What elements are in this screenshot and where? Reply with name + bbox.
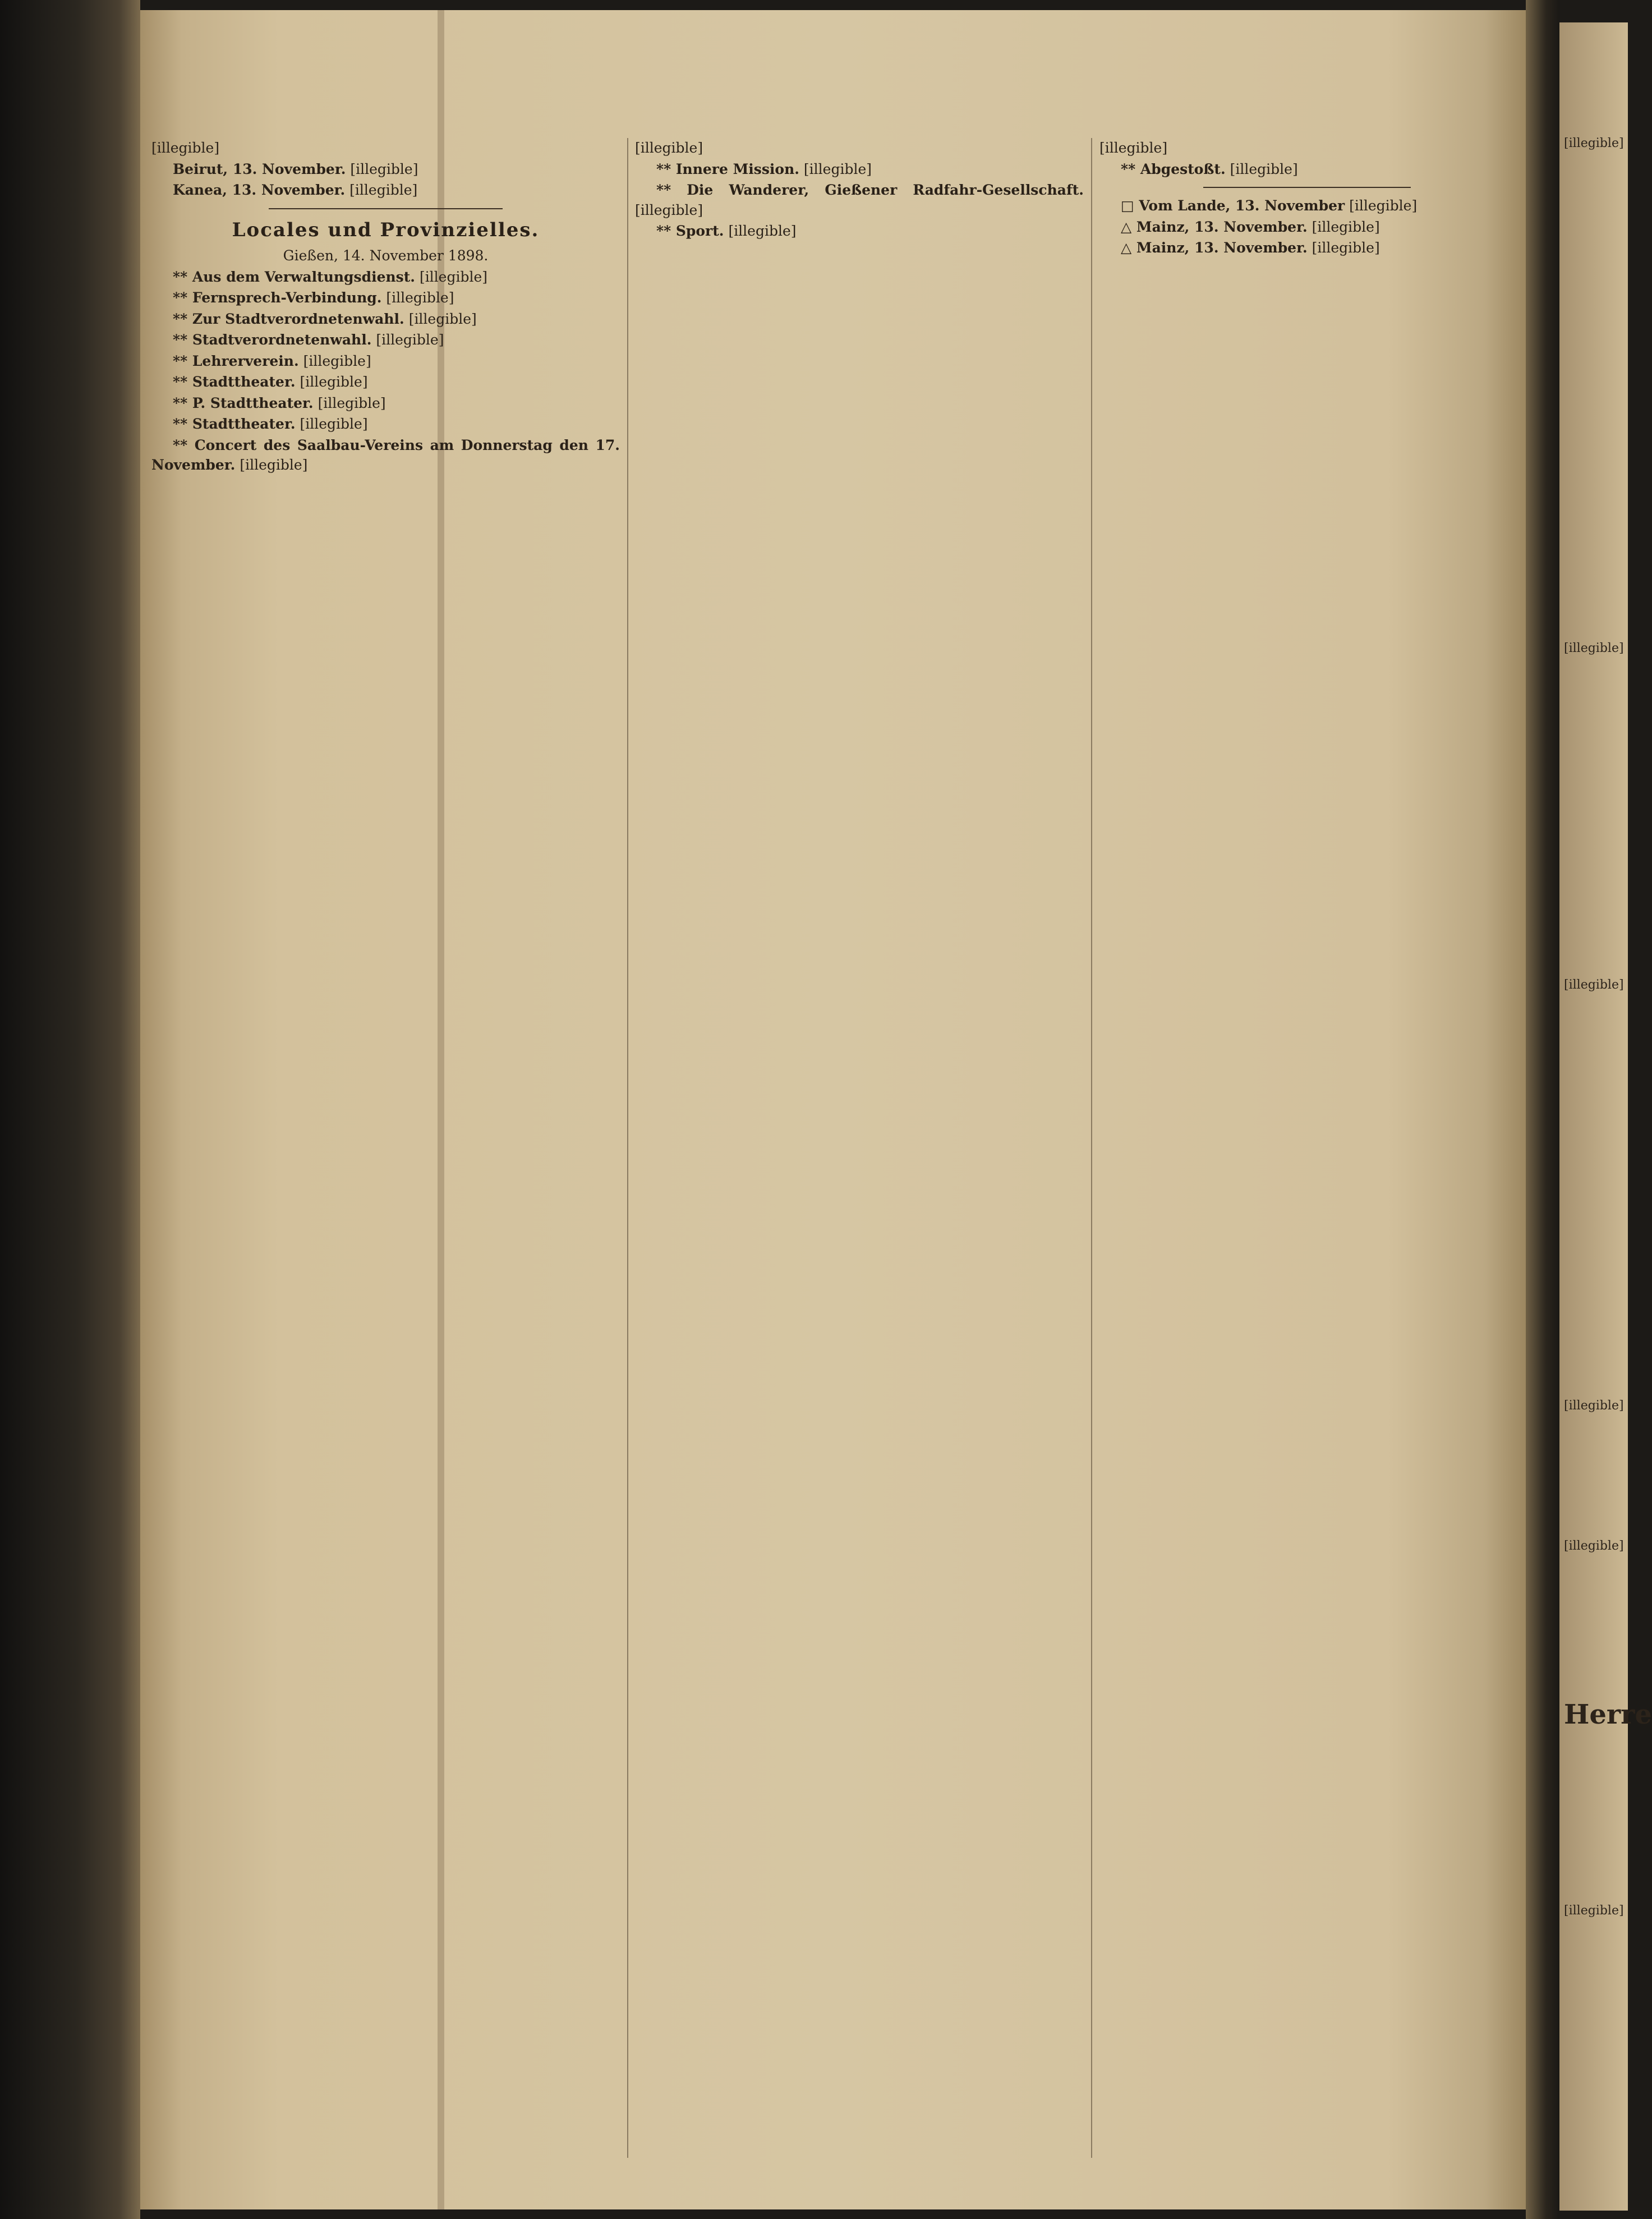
col1-item: [151, 393, 620, 414]
item-text: [illegible]: [419, 268, 488, 285]
item-text: [illegible]: [1312, 218, 1380, 235]
col3-lead: [illegible]: [1099, 140, 1168, 156]
col1-item: [151, 267, 620, 287]
item-label: □ Vom Lande, 13. November: [1121, 197, 1345, 214]
newspaper-page: [140, 10, 1526, 2209]
beirut-text: [illegible]: [350, 160, 418, 177]
page-gutter: [1526, 0, 1559, 2219]
item-label: ** Sport.: [656, 223, 724, 239]
item-label: ** Die Wanderer, Gießener Radfahr-Gesellschaft.: [656, 182, 1084, 198]
column-1: [151, 138, 620, 2158]
item-text: [illegible]: [803, 160, 872, 177]
beirut-dateline: Beirut, 13. November.: [173, 160, 346, 177]
giessen-dateline: Gießen, 14. November 1898.: [283, 247, 489, 264]
next-page-fragment: [illegible]: [1564, 1399, 1624, 1413]
next-page-fragment: [illegible]: [1564, 1904, 1624, 1918]
col1-item: [151, 309, 620, 329]
item-label: ** Stadttheater.: [173, 416, 296, 432]
col3-item: [1099, 159, 1515, 180]
col2-item: [635, 180, 1084, 220]
item-label: ** Lehrerverein.: [173, 352, 299, 369]
item-text: [illegible]: [728, 223, 797, 239]
item-label: ** Aus dem Verwaltungsdienst.: [173, 268, 415, 285]
column-2: [635, 138, 1084, 2158]
beirut-article: [151, 159, 620, 180]
adjacent-page-edge: [1559, 22, 1652, 2211]
col1-item: [151, 288, 620, 308]
item-label: ** Concert des Saalbau-Vereins am Donnerstag den 17. November.: [151, 437, 620, 473]
item-text: [illegible]: [317, 394, 386, 411]
col3-item: [1099, 217, 1515, 237]
section-divider: [269, 208, 503, 209]
column-rule: [1091, 138, 1092, 2158]
item-label: ** Zur Stadtverordnetenwahl.: [173, 310, 404, 327]
col1-item: [151, 414, 620, 434]
section-title: Locales und Provinzielles.: [232, 218, 540, 241]
item-label: ** Innere Mission.: [656, 160, 799, 177]
next-page-fragment: [illegible]: [1564, 1539, 1624, 1553]
column-3: [1099, 138, 1515, 2158]
item-text: [illegible]: [408, 310, 477, 327]
col1-item: [151, 351, 620, 371]
col1-lead: [illegible]: [151, 140, 220, 156]
next-page-fragment: [illegible]: [1564, 641, 1624, 655]
kanea-dateline: Kanea, 13. November.: [173, 182, 346, 198]
kanea-article: [151, 180, 620, 200]
item-text: [illegible]: [376, 332, 444, 348]
item-label: △ Mainz, 13. November.: [1121, 240, 1308, 256]
item-text: [illegible]: [1230, 160, 1298, 177]
next-page-fragment: [illegible]: [1564, 136, 1624, 150]
item-text: [illegible]: [386, 290, 454, 306]
col3-item: [1099, 196, 1515, 216]
column-rule: [627, 138, 628, 2158]
item-text: [illegible]: [1312, 240, 1380, 256]
col2-item: [635, 159, 1084, 180]
item-text: [illegible]: [300, 416, 368, 432]
col3-item: [1099, 238, 1515, 258]
item-label: ** P. Stadttheater.: [173, 394, 314, 411]
item-text: [illegible]: [303, 352, 371, 369]
col2-lead: [illegible]: [635, 140, 703, 156]
item-label: △ Mainz, 13. November.: [1121, 218, 1308, 235]
item-text: [illegible]: [1349, 197, 1418, 214]
next-page-fragment: Herre: [1564, 1699, 1652, 1730]
col2-item: [635, 221, 1084, 241]
item-label: ** Stadttheater.: [173, 374, 296, 390]
article-divider: [1203, 187, 1411, 188]
item-label: ** Stadtverordnetenwahl.: [173, 332, 372, 348]
item-label: ** Fernsprech-Verbindung.: [173, 290, 382, 306]
item-text: [illegible]: [240, 457, 308, 473]
book-binding: [0, 0, 140, 2219]
kanea-text: [illegible]: [349, 182, 418, 198]
col1-item: [151, 372, 620, 392]
col1-item: [151, 435, 620, 475]
col1-item: [151, 330, 620, 350]
item-text: [illegible]: [635, 201, 703, 218]
item-label: ** Abgestoßt.: [1121, 160, 1226, 177]
item-text: [illegible]: [300, 374, 368, 390]
next-page-fragment: [illegible]: [1564, 978, 1624, 992]
